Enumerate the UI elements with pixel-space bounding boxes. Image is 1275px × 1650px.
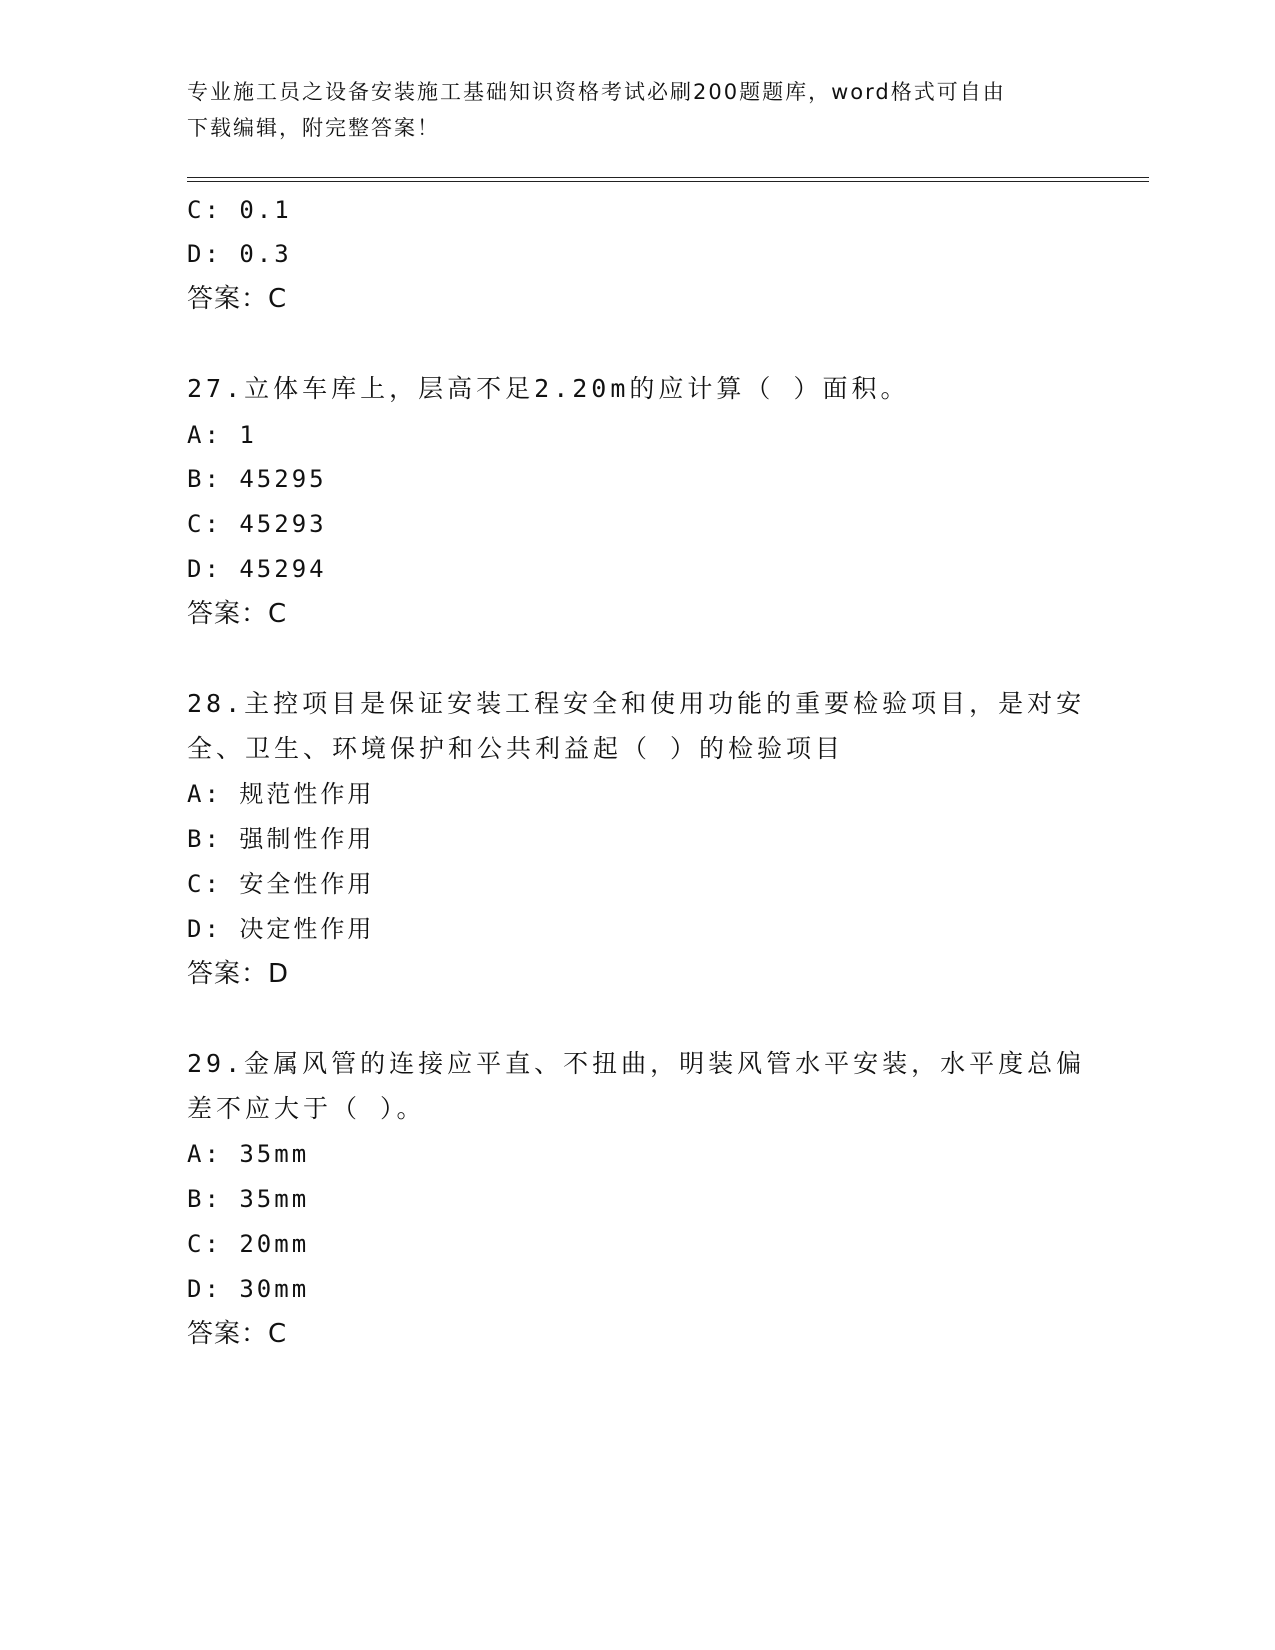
- q29-answer: 答案：C: [187, 1319, 288, 1349]
- q28-option-a: A: 规范性作用: [187, 780, 375, 808]
- document-header: [187, 74, 1067, 146]
- q27-option-a: A: 1: [187, 421, 257, 449]
- header-divider-top: [187, 177, 1149, 178]
- q26-answer: 答案：C: [187, 284, 288, 314]
- q27-option-b: B: 45295: [187, 465, 327, 493]
- q26-option-d: D: 0.3: [187, 240, 292, 268]
- q29-stem-line-1: 29.金属风管的连接应平直、不扭曲，明装风管水平安装，水平度总偏: [187, 1049, 1086, 1078]
- q28-option-c: C: 安全性作用: [187, 870, 375, 898]
- q28-option-d: D: 决定性作用: [187, 915, 375, 943]
- q28-answer: 答案：D: [187, 959, 290, 989]
- q29-option-d: D: 30mm: [187, 1275, 310, 1303]
- header-divider-bottom: [187, 181, 1149, 182]
- q27-option-c: C: 45293: [187, 510, 327, 538]
- q27-stem: 27.立体车库上，层高不足2.20m的应计算（ ）面积。: [187, 374, 910, 403]
- q29-stem-line-2: 差不应大于（ ）。: [187, 1094, 426, 1123]
- header-line-2: 下载编辑，附完整答案！: [187, 116, 440, 140]
- q27-option-d: D: 45294: [187, 555, 327, 583]
- q26-option-c: C: 0.1: [187, 196, 292, 224]
- q29-option-b: B: 35mm: [187, 1185, 310, 1213]
- q27-answer: 答案：C: [187, 599, 288, 629]
- header-line-1: 专业施工员之设备安装施工基础知识资格考试必刷200题题库，word格式可自由: [187, 80, 1006, 104]
- q28-stem-line-1: 28.主控项目是保证安装工程安全和使用功能的重要检验项目，是对安: [187, 689, 1086, 718]
- q29-option-c: C: 20mm: [187, 1230, 310, 1258]
- q29-option-a: A: 35mm: [187, 1140, 310, 1168]
- q28-stem-line-2: 全、卫生、环境保护和公共利益起（ ）的检验项目: [187, 734, 845, 763]
- q28-option-b: B: 强制性作用: [187, 825, 375, 853]
